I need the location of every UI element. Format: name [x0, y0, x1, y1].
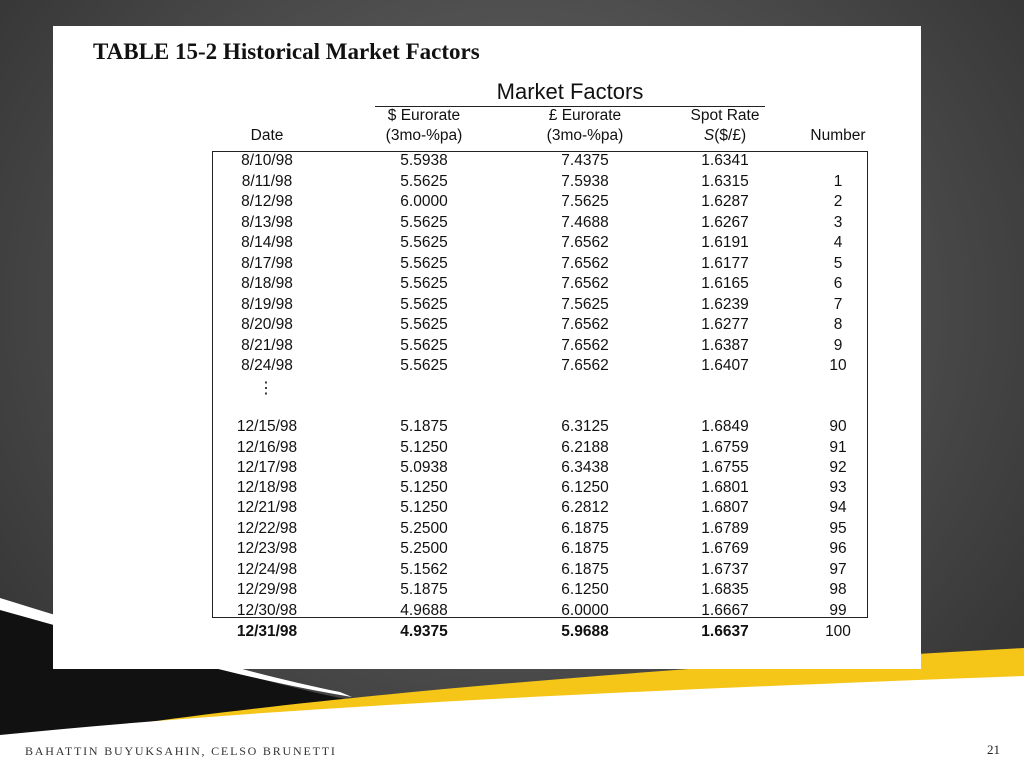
- cell-date: 12/22/98: [236, 520, 298, 537]
- table-row: [53, 151, 921, 171]
- cell-gbp-eurorate: 6.1875: [561, 561, 609, 578]
- cell-gbp-eurorate: 6.3125: [561, 418, 609, 435]
- cell-date: 12/29/98: [236, 581, 298, 598]
- column-header-usd-eurorate: [369, 106, 479, 146]
- column-header-date-label: Date: [250, 127, 284, 144]
- cell-gbp-eurorate: 6.1250: [561, 581, 609, 598]
- column-header-gbp-eurorate: [525, 106, 645, 146]
- cell-number: 90: [829, 418, 847, 435]
- footer-author: BAHATTIN BUYUKSAHIN, CELSO BRUNETTI: [25, 744, 337, 758]
- cell-spot-rate: 1.6835: [701, 581, 749, 598]
- table-row: [53, 213, 921, 233]
- cell-gbp-eurorate: 7.6562: [561, 316, 609, 333]
- cell-number: 96: [829, 540, 847, 557]
- table-row: [53, 478, 921, 498]
- cell-date: 12/24/98: [236, 561, 298, 578]
- table-title: TABLE 15-2 Historical Market Factors: [93, 39, 480, 64]
- cell-usd-eurorate: 6.0000: [400, 193, 448, 210]
- cell-spot-rate: 1.6759: [701, 439, 749, 456]
- cell-usd-eurorate: 5.2500: [400, 520, 448, 537]
- cell-usd-eurorate: 5.1875: [400, 581, 448, 598]
- cell-spot-rate: 1.6341: [701, 152, 749, 169]
- cell-number: 97: [829, 561, 847, 578]
- cell-spot-rate: 1.6191: [701, 234, 749, 251]
- cell-date: 8/17/98: [241, 255, 293, 272]
- table-row: [53, 519, 921, 539]
- cell-number: 2: [833, 193, 843, 210]
- cell-usd-eurorate: 5.0938: [400, 459, 448, 476]
- table-row: [53, 254, 921, 274]
- cell-usd-eurorate: 5.5625: [400, 275, 448, 292]
- cell-date: 8/19/98: [241, 296, 293, 313]
- spot-units: ($/£): [714, 127, 747, 144]
- table-row: [53, 295, 921, 315]
- cell-number: 7: [833, 296, 843, 313]
- cell-gbp-eurorate: 5.9688: [561, 623, 609, 640]
- table-row: [53, 560, 921, 580]
- cell-spot-rate: 1.6407: [701, 357, 749, 374]
- cell-gbp-eurorate: 7.6562: [561, 357, 609, 374]
- vertical-ellipsis: ⋮: [258, 380, 274, 397]
- cell-spot-rate: 1.6239: [701, 296, 749, 313]
- cell-number: 91: [829, 439, 847, 456]
- spot-symbol: S: [703, 127, 715, 144]
- cell-number: 100: [825, 623, 851, 640]
- cell-usd-eurorate: 5.5625: [400, 337, 448, 354]
- cell-usd-eurorate: 4.9688: [400, 602, 448, 619]
- column-header-usd-line2: (3mo-%pa): [385, 127, 463, 144]
- cell-gbp-eurorate: 6.2188: [561, 439, 609, 456]
- cell-date: 8/11/98: [241, 173, 293, 190]
- cell-gbp-eurorate: 7.6562: [561, 234, 609, 251]
- column-header-gbp-line1: £ Eurorate: [548, 107, 622, 124]
- cell-gbp-eurorate: 7.5625: [561, 193, 609, 210]
- cell-gbp-eurorate: 6.1250: [561, 479, 609, 496]
- cell-date: 8/24/98: [241, 357, 293, 374]
- group-header-market-factors: Market Factors: [496, 79, 644, 104]
- table-row: [53, 336, 921, 356]
- column-header-gbp-line2: (3mo-%pa): [546, 127, 624, 144]
- cell-date: 12/21/98: [236, 499, 298, 516]
- table-row: [53, 417, 921, 437]
- cell-spot-rate: 1.6849: [701, 418, 749, 435]
- cell-date: 8/20/98: [241, 316, 293, 333]
- table-row: [53, 498, 921, 518]
- cell-number: 98: [829, 581, 847, 598]
- cell-number: 93: [829, 479, 847, 496]
- cell-usd-eurorate: 5.5625: [400, 296, 448, 313]
- cell-date: 12/30/98: [236, 602, 298, 619]
- cell-spot-rate: 1.6315: [701, 173, 749, 190]
- cell-spot-rate: 1.6667: [701, 602, 749, 619]
- cell-usd-eurorate: 5.5938: [400, 152, 448, 169]
- table-row: [53, 315, 921, 335]
- table-row: [53, 233, 921, 253]
- table-row: [53, 580, 921, 600]
- cell-spot-rate: 1.6755: [701, 459, 749, 476]
- cell-spot-rate: 1.6277: [701, 316, 749, 333]
- cell-gbp-eurorate: 6.2812: [561, 499, 609, 516]
- table-row: [53, 274, 921, 294]
- column-header-spot-line2: [665, 126, 785, 146]
- cell-usd-eurorate: 5.1250: [400, 479, 448, 496]
- cell-number: 4: [833, 234, 843, 251]
- cell-date: 12/17/98: [236, 459, 298, 476]
- table-row: [53, 172, 921, 192]
- cell-date: 8/18/98: [241, 275, 293, 292]
- cell-number: 95: [829, 520, 847, 537]
- cell-spot-rate: 1.6769: [701, 540, 749, 557]
- column-header-spot-line1: Spot Rate: [690, 107, 760, 124]
- cell-spot-rate: 1.6165: [701, 275, 749, 292]
- cell-date: 8/12/98: [241, 193, 293, 210]
- cell-gbp-eurorate: 6.1875: [561, 520, 609, 537]
- cell-usd-eurorate: 5.1562: [400, 561, 448, 578]
- column-header-usd-line1: $ Eurorate: [387, 107, 461, 124]
- table-slide: [53, 26, 921, 669]
- table-row: [53, 458, 921, 478]
- table-row: [53, 438, 921, 458]
- cell-number: 94: [829, 499, 847, 516]
- cell-usd-eurorate: 5.5625: [400, 234, 448, 251]
- cell-date: 8/13/98: [241, 214, 293, 231]
- cell-number: 1: [833, 173, 843, 190]
- cell-spot-rate: 1.6801: [701, 479, 749, 496]
- cell-usd-eurorate: 5.5625: [400, 255, 448, 272]
- cell-number: 6: [833, 275, 843, 292]
- cell-gbp-eurorate: 7.5938: [561, 173, 609, 190]
- cell-date: 12/15/98: [236, 418, 298, 435]
- page-number: 21: [987, 742, 1000, 757]
- cell-gbp-eurorate: 7.6562: [561, 337, 609, 354]
- table-row: [53, 356, 921, 376]
- cell-usd-eurorate: 5.1250: [400, 439, 448, 456]
- cell-date: 12/31/98: [236, 623, 298, 640]
- cell-date: 12/18/98: [236, 479, 298, 496]
- cell-spot-rate: 1.6287: [701, 193, 749, 210]
- cell-date: 12/23/98: [236, 540, 298, 557]
- column-header-number-label: Number: [810, 127, 866, 144]
- column-header-number: [793, 126, 883, 146]
- cell-number: 3: [833, 214, 843, 231]
- cell-usd-eurorate: 5.2500: [400, 540, 448, 557]
- cell-spot-rate: 1.6387: [701, 337, 749, 354]
- table-row-final: [53, 622, 921, 642]
- cell-number: 10: [829, 357, 847, 374]
- cell-date: 8/21/98: [241, 337, 293, 354]
- cell-date: 8/14/98: [241, 234, 293, 251]
- cell-gbp-eurorate: 7.6562: [561, 275, 609, 292]
- cell-gbp-eurorate: 7.4375: [561, 152, 609, 169]
- cell-spot-rate: 1.6807: [701, 499, 749, 516]
- cell-number: 9: [833, 337, 843, 354]
- column-header-date: [212, 126, 322, 146]
- cell-gbp-eurorate: 7.4688: [561, 214, 609, 231]
- column-header-spot-rate: [665, 106, 785, 146]
- cell-usd-eurorate: 5.5625: [400, 316, 448, 333]
- cell-spot-rate: 1.6637: [701, 623, 749, 640]
- cell-gbp-eurorate: 6.0000: [561, 602, 609, 619]
- cell-usd-eurorate: 5.5625: [400, 357, 448, 374]
- cell-spot-rate: 1.6789: [701, 520, 749, 537]
- cell-number: 92: [829, 459, 847, 476]
- cell-spot-rate: 1.6267: [701, 214, 749, 231]
- cell-spot-rate: 1.6177: [701, 255, 749, 272]
- cell-date: 8/10/98: [241, 152, 293, 169]
- cell-usd-eurorate: 5.1875: [400, 418, 448, 435]
- cell-usd-eurorate: 5.5625: [400, 214, 448, 231]
- cell-gbp-eurorate: 6.1875: [561, 540, 609, 557]
- table-row: [53, 601, 921, 621]
- cell-gbp-eurorate: 7.6562: [561, 255, 609, 272]
- cell-gbp-eurorate: 7.5625: [561, 296, 609, 313]
- cell-usd-eurorate: 4.9375: [400, 623, 448, 640]
- cell-number: 99: [829, 602, 847, 619]
- table-row: [53, 192, 921, 212]
- cell-number: 5: [833, 255, 843, 272]
- cell-spot-rate: 1.6737: [701, 561, 749, 578]
- cell-usd-eurorate: 5.5625: [400, 173, 448, 190]
- cell-date: 12/16/98: [236, 439, 298, 456]
- cell-number: 8: [833, 316, 843, 333]
- cell-gbp-eurorate: 6.3438: [561, 459, 609, 476]
- table-row: [53, 539, 921, 559]
- cell-usd-eurorate: 5.1250: [400, 499, 448, 516]
